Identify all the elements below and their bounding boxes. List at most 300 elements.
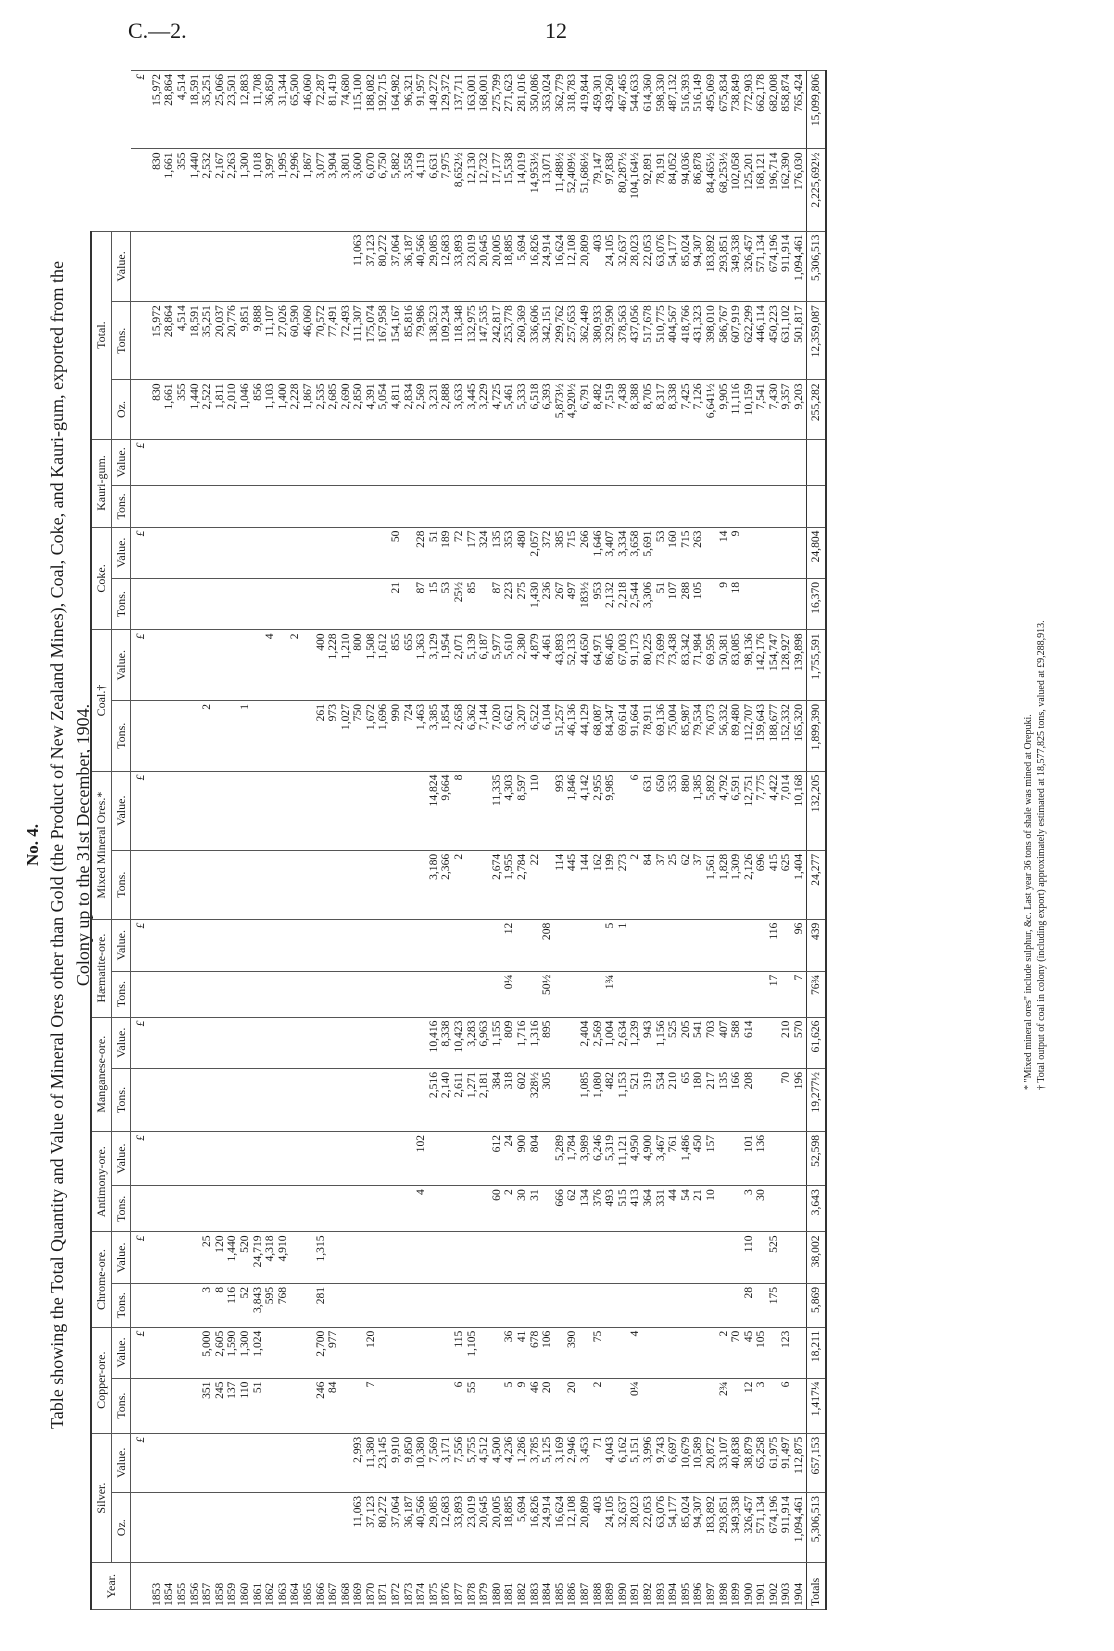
table-cell: 2,569 <box>592 1017 605 1068</box>
table-cell <box>755 439 768 486</box>
table-cell: 112,875 <box>793 1433 806 1492</box>
table-cell: 11,116 <box>730 380 743 439</box>
table-cell <box>315 1433 328 1492</box>
table-cell <box>667 439 680 486</box>
table-cell: 8 <box>214 1283 227 1327</box>
table-cell <box>730 1186 743 1232</box>
table-row <box>566 71 579 1610</box>
table-row <box>705 71 718 1610</box>
table-cell: 217 <box>705 1069 718 1132</box>
table-cell <box>277 919 290 971</box>
table-cell: 1,784 <box>566 1131 579 1185</box>
table-cell: 5,694 <box>516 231 529 302</box>
table-cell: 165,320 <box>793 700 806 771</box>
table-cell <box>252 919 265 971</box>
table-cell <box>743 527 756 578</box>
units-cell <box>131 850 151 919</box>
table-cell <box>718 1232 731 1283</box>
table-cell <box>428 1283 441 1327</box>
table-cell <box>264 919 277 971</box>
table-cell: 72,493 <box>340 302 353 380</box>
table-cell: 772,903 <box>743 71 756 149</box>
table-cell: 342,151 <box>541 302 554 380</box>
table-cell <box>289 1283 302 1327</box>
table-cell <box>718 439 731 486</box>
table-cell <box>780 1131 793 1185</box>
table-cell: 24,105 <box>604 1492 617 1563</box>
table-cell <box>226 971 239 1017</box>
table-cell: 855 <box>390 630 403 701</box>
totals-cell: 5,306,513 <box>806 231 826 302</box>
table-cell <box>302 1433 315 1492</box>
year-cell: 1868 <box>340 1563 353 1610</box>
table-cell: 419,844 <box>579 71 592 149</box>
table-cell: 6,591 <box>730 771 743 850</box>
year-cell: 1870 <box>365 1563 378 1610</box>
table-cell <box>327 1433 340 1492</box>
table-cell <box>289 1327 302 1378</box>
table-cell: 79,534 <box>692 700 705 771</box>
table-cell <box>730 486 743 527</box>
table-cell: 1,300 <box>239 149 252 231</box>
table-cell <box>352 1069 365 1132</box>
table-cell: 102,058 <box>730 149 743 231</box>
table-cell: 83,342 <box>680 630 693 701</box>
table-cell <box>692 1327 705 1378</box>
table-cell <box>541 486 554 527</box>
table-cell: 3,996 <box>642 1433 655 1492</box>
table-cell <box>617 1232 630 1283</box>
table-cell <box>214 439 227 486</box>
table-cell <box>428 439 441 486</box>
table-cell <box>277 1017 290 1068</box>
table-cell: 622,299 <box>743 302 756 380</box>
table-cell: 97,838 <box>604 149 617 231</box>
table-cell: 3,407 <box>604 527 617 578</box>
table-cell <box>327 919 340 971</box>
table-cell: 437,056 <box>629 302 642 380</box>
table-cell <box>201 1131 214 1185</box>
table-cell: 64,971 <box>592 630 605 701</box>
table-cell: 62 <box>680 850 693 919</box>
table-cell <box>277 231 290 302</box>
table-cell <box>680 1283 693 1327</box>
table-cell: 89,480 <box>730 700 743 771</box>
table-cell <box>352 527 365 578</box>
table-cell <box>491 439 504 486</box>
table-cell: 703 <box>705 1017 718 1068</box>
table-cell <box>277 439 290 486</box>
table-cell <box>214 486 227 527</box>
table-cell <box>302 919 315 971</box>
table-cell <box>252 850 265 919</box>
table-cell <box>377 439 390 486</box>
table-cell <box>151 1492 164 1563</box>
table-cell: 167,958 <box>377 302 390 380</box>
table-cell <box>604 1232 617 1283</box>
table-cell <box>352 486 365 527</box>
table-cell <box>705 486 718 527</box>
table-cell <box>642 971 655 1017</box>
table-cell <box>289 1378 302 1433</box>
table-cell <box>214 630 227 701</box>
table-cell: 3,658 <box>629 527 642 578</box>
table-cell <box>554 971 567 1017</box>
table-cell: 299,762 <box>554 302 567 380</box>
table-cell: 8 <box>453 771 466 850</box>
table-cell <box>793 1232 806 1283</box>
table-cell: 318,783 <box>566 71 579 149</box>
table-cell <box>277 527 290 578</box>
table-cell: 18,885 <box>503 231 516 302</box>
table-cell <box>390 850 403 919</box>
table-cell: 682,008 <box>768 71 781 149</box>
table-cell: 9,664 <box>440 771 453 850</box>
table-cell: 5,461 <box>503 380 516 439</box>
table-cell <box>554 919 567 971</box>
table-cell <box>466 1186 479 1232</box>
table-cell: 1,094,461 <box>793 1492 806 1563</box>
table-cell: 125,201 <box>743 149 756 231</box>
table-cell: 21 <box>390 578 403 629</box>
table-cell <box>604 1378 617 1433</box>
table-cell: 413 <box>629 1186 642 1232</box>
table-cell: 25,066 <box>214 71 227 149</box>
table-cell <box>226 771 239 850</box>
table-cell: 75 <box>592 1327 605 1378</box>
table-cell <box>403 771 416 850</box>
table-cell <box>667 486 680 527</box>
table-cell <box>163 1131 176 1185</box>
table-cell: 24 <box>503 1131 516 1185</box>
table-cell <box>415 1232 428 1283</box>
table-cell: 5,054 <box>377 380 390 439</box>
table-cell <box>642 439 655 486</box>
table-cell <box>277 1069 290 1132</box>
table-cell: 1,046 <box>239 380 252 439</box>
table-cell: 69,614 <box>617 700 630 771</box>
table-cell <box>340 1131 353 1185</box>
table-cell: 1,672 <box>365 700 378 771</box>
table-cell: 199 <box>604 850 617 919</box>
table-cell <box>302 630 315 701</box>
column-group-row <box>91 71 111 1610</box>
table-cell: 9,851 <box>239 302 252 380</box>
year-cell: 1902 <box>768 1563 781 1610</box>
table-cell <box>340 1283 353 1327</box>
table-cell <box>201 486 214 527</box>
table-cell: 94,307 <box>692 1492 705 1563</box>
table-cell: 650 <box>655 771 668 850</box>
year-cell: 1899 <box>730 1563 743 1610</box>
table-cell <box>327 1232 340 1283</box>
table-cell <box>390 1017 403 1068</box>
table-cell: 50 <box>390 527 403 578</box>
table-cell: 911,914 <box>780 231 793 302</box>
table-cell: 84,052 <box>667 149 680 231</box>
table-cell: 3,997 <box>264 149 277 231</box>
table-cell: 16,826 <box>529 1492 542 1563</box>
page-number: 12 <box>545 18 567 43</box>
table-cell: 32,637 <box>617 231 630 302</box>
table-cell: 15,972 <box>151 71 164 149</box>
table-cell <box>478 971 491 1017</box>
table-cell <box>151 1378 164 1433</box>
table-cell: 8,338 <box>667 380 680 439</box>
table-cell <box>642 486 655 527</box>
table-cell <box>390 771 403 850</box>
table-cell: 318 <box>503 1069 516 1132</box>
table-cell <box>289 578 302 629</box>
table-cell: 30 <box>755 1186 768 1232</box>
table-cell: 3,453 <box>579 1433 592 1492</box>
table-cell: 154,167 <box>390 302 403 380</box>
sub-header: Value. <box>111 919 131 971</box>
table-cell: 2 <box>453 850 466 919</box>
table-cell <box>327 971 340 1017</box>
table-cell <box>390 1378 403 1433</box>
table-cell <box>264 771 277 850</box>
units-cell <box>131 1283 151 1327</box>
sub-header: Tons. <box>111 578 131 629</box>
table-cell: 738,849 <box>730 71 743 149</box>
table-row <box>667 71 680 1610</box>
sub-header: Tons. <box>111 302 131 380</box>
table-cell: 10,589 <box>692 1433 705 1492</box>
table-cell <box>390 1232 403 1283</box>
table-cell: 2,167 <box>214 149 227 231</box>
table-cell: 37 <box>692 850 705 919</box>
table-cell: 1,716 <box>516 1017 529 1068</box>
table-cell: 44 <box>667 1186 680 1232</box>
table-cell <box>302 700 315 771</box>
table-cell <box>176 1433 189 1492</box>
table-cell: 362,779 <box>554 71 567 149</box>
table-cell <box>340 527 353 578</box>
table-cell <box>491 1232 504 1283</box>
table-row <box>604 71 617 1610</box>
table-row <box>327 71 340 1610</box>
table-cell: 439,260 <box>604 71 617 149</box>
table-cell <box>176 1131 189 1185</box>
table-cell: 431,323 <box>692 302 705 380</box>
table-cell: 6,697 <box>667 1433 680 1492</box>
table-cell: 23,019 <box>466 1492 479 1563</box>
table-cell: 188,082 <box>365 71 378 149</box>
table-cell: 111,307 <box>352 302 365 380</box>
table-row <box>239 71 252 1610</box>
table-cell <box>680 1327 693 1378</box>
table-cell: 3,633 <box>453 380 466 439</box>
table-row <box>541 71 554 1610</box>
table-cell: 2,532 <box>201 149 214 231</box>
table-cell <box>403 1283 416 1327</box>
table-cell: 180 <box>692 1069 705 1132</box>
table-cell <box>604 1283 617 1327</box>
table-cell <box>239 527 252 578</box>
table-cell: 2,955 <box>592 771 605 850</box>
table-cell <box>478 1186 491 1232</box>
totals-cell: 3,643 <box>806 1186 826 1232</box>
table-cell <box>780 1186 793 1232</box>
table-cell <box>780 439 793 486</box>
table-row <box>415 71 428 1610</box>
table-cell <box>214 1492 227 1563</box>
table-cell: 24,105 <box>604 231 617 302</box>
table-cell: 23,145 <box>377 1433 390 1492</box>
table-cell <box>214 971 227 1017</box>
totals-cell: 52,598 <box>806 1131 826 1185</box>
table-cell <box>239 439 252 486</box>
table-cell <box>793 578 806 629</box>
table-cell <box>554 1069 567 1132</box>
table-cell: 4,236 <box>503 1433 516 1492</box>
table-cell: 2 <box>629 850 642 919</box>
table-cell <box>239 771 252 850</box>
table-cell <box>718 919 731 971</box>
table-cell <box>214 1017 227 1068</box>
table-cell: 7,014 <box>780 771 793 850</box>
table-cell: 293,851 <box>718 1492 731 1563</box>
table-cell: 326,457 <box>743 231 756 302</box>
year-cell: 1882 <box>516 1563 529 1610</box>
table-cell <box>252 1186 265 1232</box>
table-cell <box>352 1283 365 1327</box>
table-cell: 372 <box>541 527 554 578</box>
table-cell <box>403 971 416 1017</box>
table-cell <box>189 971 202 1017</box>
table-cell <box>755 1017 768 1068</box>
year-cell: 1884 <box>541 1563 554 1610</box>
table-cell <box>579 486 592 527</box>
sub-header: Oz. <box>111 380 131 439</box>
table-cell <box>302 971 315 1017</box>
table-cell: 52,409½ <box>566 149 579 231</box>
table-cell: 1,854 <box>440 700 453 771</box>
table-cell <box>252 1017 265 1068</box>
table-cell: 51 <box>428 527 441 578</box>
table-cell: 65,500 <box>289 71 302 149</box>
table-cell <box>541 1283 554 1327</box>
table-cell: 9 <box>516 1378 529 1433</box>
table-cell: 28,864 <box>163 71 176 149</box>
table-cell <box>403 439 416 486</box>
table-cell: 445 <box>566 850 579 919</box>
table-cell: 46,060 <box>302 302 315 380</box>
sub-header: Value. <box>111 1232 131 1283</box>
table-cell <box>780 527 793 578</box>
table-cell <box>453 1232 466 1283</box>
table-cell <box>214 1131 227 1185</box>
table-cell: 5,319 <box>604 1131 617 1185</box>
table-cell <box>529 1283 542 1327</box>
table-cell: 8,317 <box>655 380 668 439</box>
table-cell: 1,094,461 <box>793 231 806 302</box>
year-cell: 1903 <box>780 1563 793 1610</box>
table-cell <box>163 486 176 527</box>
sub-header: Value. <box>111 1327 131 1378</box>
year-cell: 1858 <box>214 1563 227 1610</box>
table-cell: 446,114 <box>755 302 768 380</box>
table-cell: 132,975 <box>466 302 479 380</box>
table-cell: 8,388 <box>629 380 642 439</box>
table-cell: 12,130 <box>466 149 479 231</box>
table-cell: 715 <box>680 527 693 578</box>
table-row <box>264 71 277 1610</box>
table-cell: 614 <box>743 1017 756 1068</box>
table-row <box>579 71 592 1610</box>
table-cell <box>277 1378 290 1433</box>
table-cell: 1,867 <box>302 149 315 231</box>
table-cell: 1,309 <box>730 850 743 919</box>
table-cell: 4,950 <box>629 1131 642 1185</box>
table-cell: 14,019 <box>516 149 529 231</box>
table-cell <box>201 630 214 701</box>
table-cell: 7,519 <box>604 380 617 439</box>
table-cell: 1,385 <box>692 771 705 850</box>
table-cell: 80,225 <box>642 630 655 701</box>
table-cell <box>529 439 542 486</box>
table-cell: 3,283 <box>466 1017 479 1068</box>
table-cell <box>163 1232 176 1283</box>
table-cell <box>365 1131 378 1185</box>
table-cell: 3,207 <box>516 700 529 771</box>
table-cell: 85,024 <box>680 1492 693 1563</box>
table-cell: 5,000 <box>201 1327 214 1378</box>
table-cell <box>705 919 718 971</box>
year-cell: 1888 <box>592 1563 605 1610</box>
table-cell: 9 <box>730 527 743 578</box>
totals-cell: 19,277½ <box>806 1069 826 1132</box>
table-cell: 12,683 <box>440 231 453 302</box>
table-cell: 168,001 <box>478 71 491 149</box>
table-cell <box>428 1232 441 1283</box>
table-cell <box>176 919 189 971</box>
table-cell <box>264 850 277 919</box>
units-cell <box>131 578 151 629</box>
table-cell <box>415 771 428 850</box>
table-cell <box>189 1433 202 1492</box>
table-cell: 208 <box>743 1069 756 1132</box>
year-cell: 1892 <box>642 1563 655 1610</box>
table-cell <box>163 771 176 850</box>
table-cell <box>315 1017 328 1068</box>
table-cell <box>327 439 340 486</box>
table-cell: 20,645 <box>478 1492 491 1563</box>
table-cell <box>302 850 315 919</box>
table-cell <box>151 1131 164 1185</box>
table-cell <box>239 1131 252 1185</box>
table-row <box>680 71 693 1610</box>
table-cell: 44,129 <box>579 700 592 771</box>
table-cell <box>730 919 743 971</box>
table-cell: 1,954 <box>440 630 453 701</box>
table-cell: 46,136 <box>566 700 579 771</box>
table-cell <box>554 1283 567 1327</box>
table-cell <box>226 439 239 486</box>
table-row <box>768 71 781 1610</box>
table-cell: 177 <box>466 527 479 578</box>
table-cell <box>289 700 302 771</box>
table-cell: 8,705 <box>642 380 655 439</box>
table-cell: 1,486 <box>680 1131 693 1185</box>
mineral-exports-table <box>90 70 827 1610</box>
table-cell: 281,016 <box>516 71 529 149</box>
year-cell: 1896 <box>692 1563 705 1610</box>
table-cell: 2,010 <box>226 380 239 439</box>
table-cell <box>730 1131 743 1185</box>
year-cell: 1871 <box>377 1563 390 1610</box>
